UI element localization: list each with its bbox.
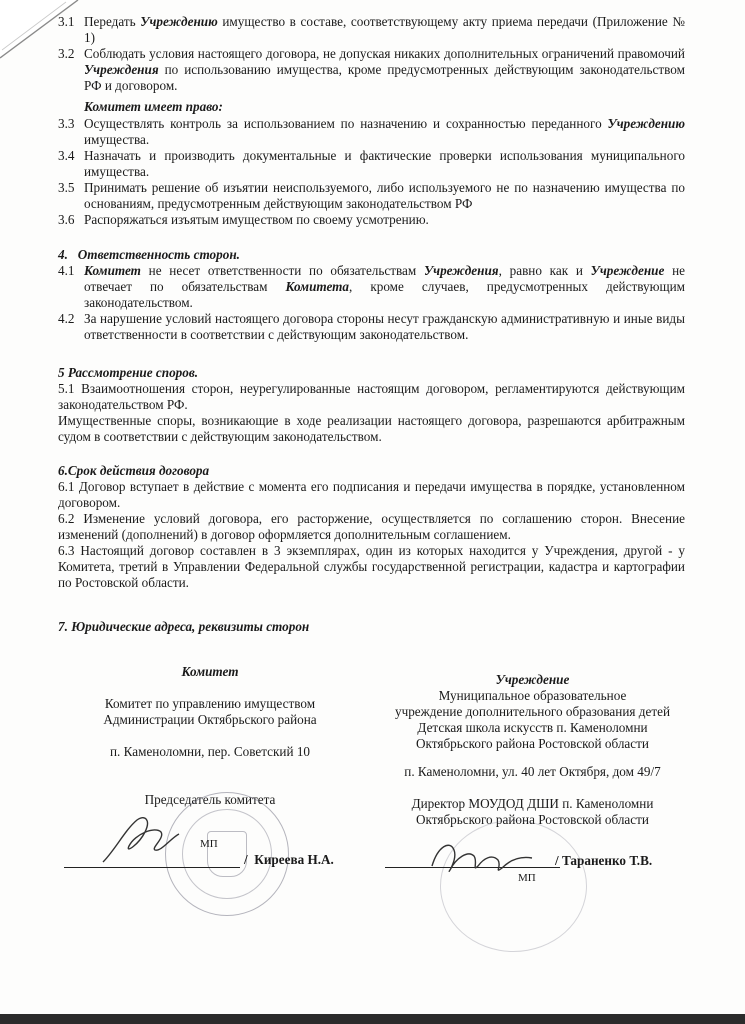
clause-text-fragment: по использованию имущества, кроме предусмотренных действующим законодательством РФ и договором. [84,62,685,93]
clause-text-fragment: Учреждения [84,62,159,77]
school-signer: / Тараненко Т.В. [555,853,653,868]
clause-text-fragment: Учреждение [590,263,665,278]
clause-text [84,148,685,180]
section-5-p1: 5.1 Взаимоотношения сторон, неурегулированные настоящим договором, регламентируются действующим законодательством РФ. [58,381,685,412]
right-party-line4: Октябрьского района Ростовской области [416,736,649,751]
section-5 [58,365,685,445]
clause-text-fragment: Комитета [285,279,350,294]
clause-text-fragment: Распоряжаться изъятым имуществом по своему усмотрению. [84,212,429,227]
clause-text-fragment: Передать [84,14,141,29]
clause-text-fragment: имущества. [84,132,150,147]
clause-text [84,46,685,94]
committee-rights-heading [84,99,685,115]
clause-number: 3.6 [58,212,75,227]
school-signature-icon [428,836,538,884]
left-party-position: Председатель комитета [144,792,276,807]
committee-stamp-label: МП [200,838,218,850]
clause-item [58,46,685,94]
committee-signer: / Киреева Н.А. [244,852,334,867]
clause-number: 3.2 [58,46,75,61]
right-party-line3: Детская школа искусств п. Каменоломни [417,720,648,735]
section-5-p2: Имущественные споры, возникающие в ходе реализации настоящего договора, разрешаются арбитражным судом в соответствии с действующим законодательством. [58,413,685,444]
clause-text [84,311,685,343]
committee-rights-heading-text: Комитет имеет право: [84,99,223,114]
clause-item [58,116,685,148]
left-party [60,664,360,808]
clause-number: 4.2 [58,311,75,326]
left-party-title: Комитет [181,664,239,679]
clause-item [58,263,685,311]
clause-text [84,263,685,311]
clause-item [58,148,685,180]
clause-number: 3.4 [58,148,75,163]
section-5-heading: 5 Рассмотрение споров. [58,365,199,380]
clause-text-fragment: Осуществлять контроль за использованием по назначению и сохранностью переданного [84,116,608,131]
clause-text-fragment: Комитет [84,263,141,278]
clause-text-fragment: За нарушение условий настоящего договора стороны несут гражданскую административную и иные виды ответственности в соответствии с действующим законодательством. [84,311,685,342]
clause-number: 4.1 [58,263,75,278]
clause-text-fragment: , кроме случаев, предусмотренных действующим законодательством. [84,279,686,310]
section-4 [58,247,685,343]
left-party-line2: Администрации Октябрьского района [103,712,317,727]
clause-item [58,180,685,212]
right-party-position1: Директор МОУДОД ДШИ п. Каменоломни [411,796,654,811]
clause-text-fragment: не отвечает по обязательствам [84,263,685,294]
section-7 [58,619,685,635]
clause-text-fragment: Учреждению [607,116,685,131]
clause-number: 3.5 [58,180,75,195]
right-party-line1: Муниципальное образовательное [438,688,627,703]
clause-text-fragment: имущество в составе, соответствующему акту приема передачи (Приложение № 1) [84,14,685,45]
scan-bottom-edge [0,1014,745,1024]
section-7-heading: 7. Юридические адреса, реквизиты сторон [58,619,310,634]
section-6-p2: 6.2 Изменение условий договора, его расторжение, осуществляется по соглашению сторон. Внесение изменений (дополнений) в договор оформляется дополнительным соглашением. [58,511,685,542]
right-party-line2: учреждение дополнительного образования детей [394,704,671,719]
section-6 [58,463,685,591]
school-stamp-label: МП [518,872,536,884]
section-4-items [58,263,685,343]
clause-text-fragment: Учреждению [140,14,218,29]
left-party-line1: Комитет по управлению имуществом [104,696,316,711]
clause-number: 3.1 [58,14,75,29]
clause-text [84,14,685,46]
clause-number: 3.3 [58,116,75,131]
section-6-p1: 6.1 Договор вступает в действие с момента его подписания и передачи имущества в порядке, установленном договором. [58,479,685,510]
section-4-heading: 4. Ответственность сторон. [58,247,240,262]
committee-signature-icon [95,810,185,870]
clause-text-fragment: , равно как и [498,263,591,278]
right-party-address: п. Каменоломни, ул. 40 лет Октября, дом 49/7 [404,764,661,779]
clause-text-fragment: Соблюдать условия настоящего договора, не допуская никаких дополнительных ограничений правомочий [84,46,685,61]
clause-text [84,212,685,228]
clause-text [84,116,685,148]
clause-item [58,311,685,343]
clause-text-fragment: не несет ответственности по обязательствам [140,263,424,278]
right-party-title: Учреждение [495,672,570,687]
clause-item [58,212,685,228]
clause-text-fragment: Учреждения [423,263,499,278]
section-6-heading: 6.Срок действия договора [58,463,210,478]
left-party-address: п. Каменоломни, пер. Советский 10 [109,744,311,759]
right-party-position2: Октябрьского района Ростовской области [416,812,649,827]
clause-item [58,14,685,46]
clause-text-fragment: Принимать решение об изъятии неиспользуемого, либо используемого не по назначению имущества по основаниям, предусмотренным действующим законодательством РФ [84,180,685,211]
clause-text-fragment: Назначать и производить документальные и фактические проверки использования муниципального имущества. [84,148,685,179]
rights-items [58,116,685,228]
clause-text [84,180,685,212]
top-items [58,14,685,94]
section-6-p3: 6.3 Настоящий договор составлен в 3 экземплярах, один из которых находится у Учреждения, другой - у Комитета, третий в Управлении Федеральной службы государственной регистрации, кадастра и картографии по Ростовской области. [58,543,685,590]
right-party [365,672,700,828]
